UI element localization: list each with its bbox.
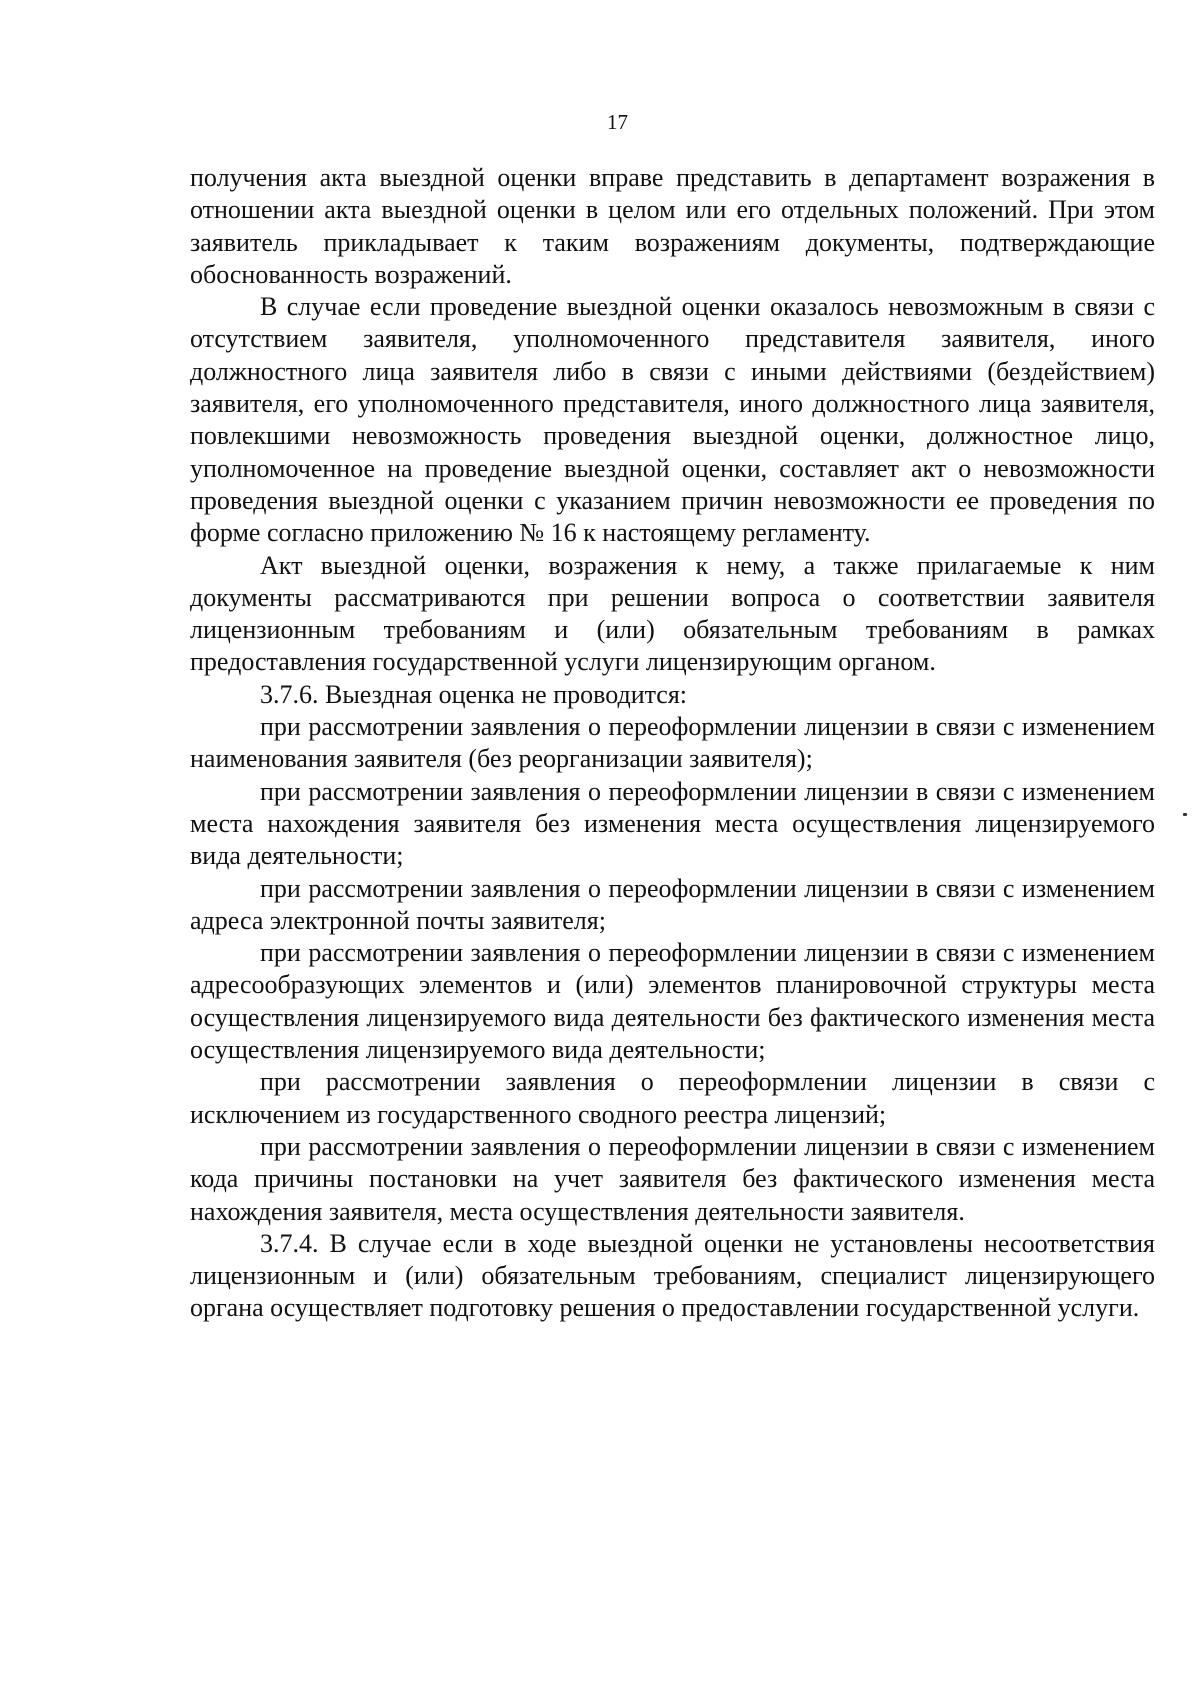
document-body — [190, 162, 1155, 1325]
page-number: 17 — [607, 110, 628, 134]
list-item: при рассмотрении заявления о переоформлении лицензии в связи с изменением места нахождения заявителя без изменения места осуществления лицензируемого вида деятельности; — [190, 776, 1155, 871]
list-item: при рассмотрении заявления о переоформлении лицензии в связи с изменением адреса электронной почты заявителя; — [190, 873, 1155, 935]
paragraph-impossible-assessment: В случае если проведение выездной оценки оказалось невозможным в связи с отсутствием заявителя, уполномоченного представителя заявителя, иного должностного лица заявителя либо в связи с иными действиями (бездействием) заявителя, его уполномоченного представителя, иного должностного лица заявителя, повлекшими невозможность проведения выездной оценки, должностное лицо, уполномоченное на проведение выездной оценки, составляет акт о невозможности проведения выездной оценки с указанием причин невозможности ее проведения по форме согласно приложению № 16 к настоящему регламенту. — [190, 292, 1155, 548]
list-item: при рассмотрении заявления о переоформлении лицензии в связи с изменением наименования заявителя (без реорганизации заявителя); — [190, 712, 1155, 774]
paragraph-section-3-7-6: 3.7.6. Выездная оценка не проводится: — [260, 679, 688, 709]
paragraph-section-3-7-4: 3.7.4. В случае если в ходе выездной оценки не установлены несоответствия лицензионным и (или) обязательным требованиям, специалист лицензирующего органа осуществляет подготовку решения о предоставлении государственной услуги. — [190, 1228, 1155, 1323]
paragraph-continuation: получения акта выездной оценки вправе представить в департамент возражения в отношении акта выездной оценки в целом или его отдельных положений. При этом заявитель прикладывает к таким возражениям документы, подтверждающие обоснованность возражений. — [190, 163, 1155, 289]
list-item: при рассмотрении заявления о переоформлении лицензии в связи с исключением из государственного сводного реестра лицензий; — [190, 1067, 1155, 1129]
scan-speck — [1183, 813, 1187, 816]
list-item: при рассмотрении заявления о переоформлении лицензии в связи с изменением кода причины постановки на учет заявителя без фактического изменения места нахождения заявителя, места осуществления деятельности заявителя. — [190, 1131, 1155, 1226]
paragraph-assessment-act: Акт выездной оценки, возражения к нему, а также прилагаемые к ним документы рассматриваются при решении вопроса о соответствии заявителя лицензионным требованиям и (или) обязательным требованиям в рамках предоставления государственной услуги лицензирующим органом. — [190, 550, 1155, 677]
list-item: при рассмотрении заявления о переоформлении лицензии в связи с изменением адресообразующих элементов и (или) элементов планировочной структуры места осуществления лицензируемого вида деятельности без фактического изменения места осуществления лицензируемого вида деятельности; — [190, 938, 1155, 1065]
